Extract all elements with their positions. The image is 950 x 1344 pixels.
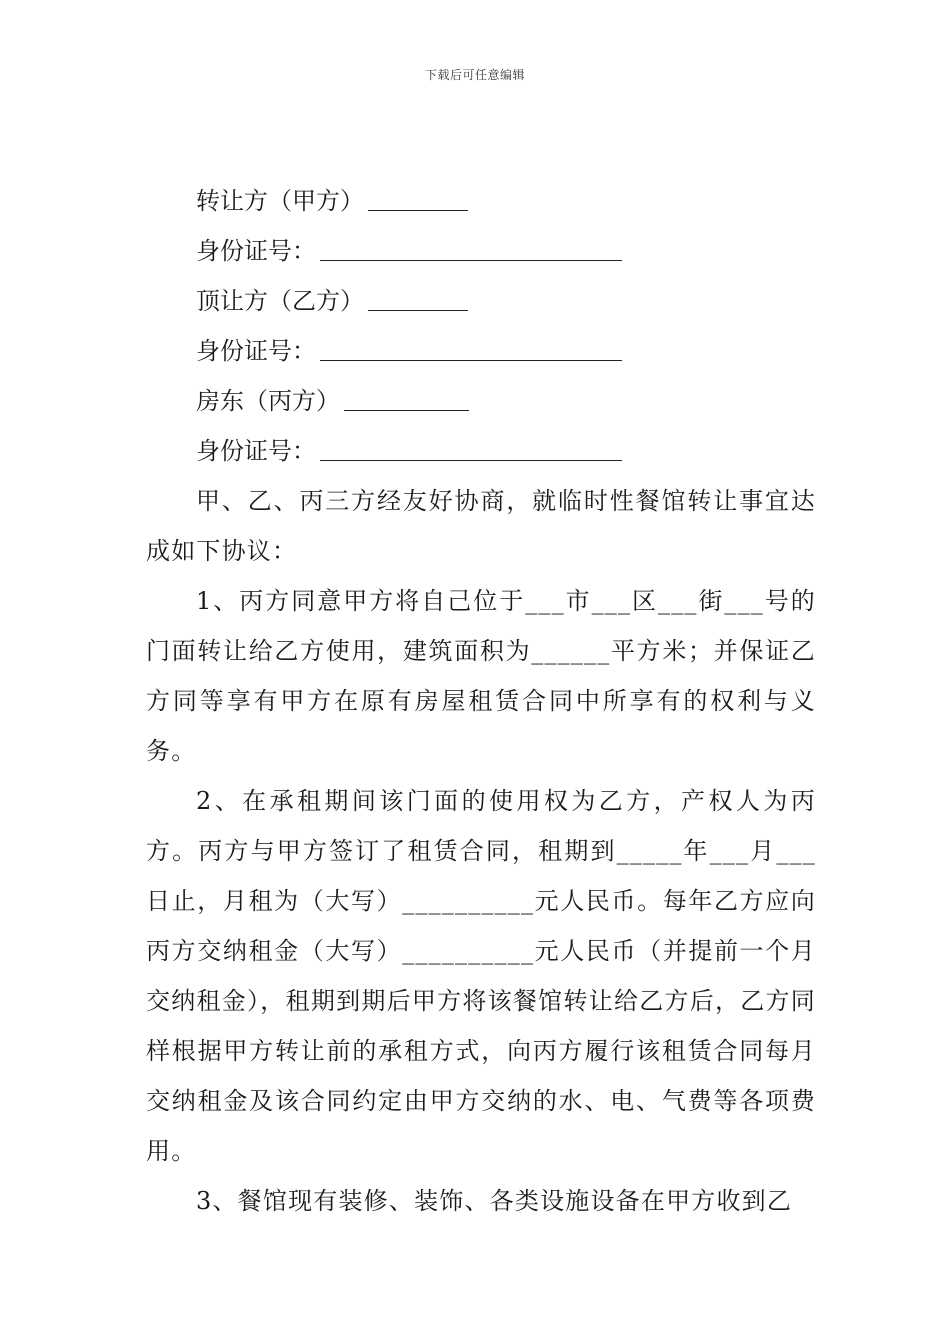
transferee-id-label: 身份证号： [196,337,316,365]
transferor-field [146,176,816,226]
transferee-id-field [146,326,816,376]
transferor-id-field [146,226,816,276]
header-note: 下载后可任意编辑 [424,68,525,82]
landlord-blank[interactable] [344,380,469,411]
landlord-label: 房东（丙方） [196,387,340,415]
landlord-id-label: 身份证号： [196,437,316,465]
transferee-label: 顶让方（乙方） [196,287,364,315]
transferor-id-blank[interactable] [320,230,622,261]
clause-3-paragraph: 3、餐馆现有装修、装饰、各类设施设备在甲方收到乙 [196,1187,793,1215]
transferor-blank[interactable] [368,180,468,211]
transferee-id-blank[interactable] [320,330,622,361]
agreement-document [146,176,816,1226]
clause-1-paragraph: 1、丙方同意甲方将自己位于___市___区___街___号的门面转让给乙方使用，建筑面积为______平方米；并保证乙方同等享有甲方在原有房屋租赁合同中所享有的权利与义务。 [146,587,816,765]
clause-2-paragraph: 2、在承租期间该门面的使用权为乙方，产权人为丙方。丙方与甲方签订了租赁合同，租期到_____年___月___日止，月租为（大写）__________元人民币。每年乙方应向丙方交纳租金（大写）__________元人民币（并提前一个月交纳租金），租期到期后甲方将该餐馆转让给乙方后，乙方同样根据甲方转让前的承租方式，向丙方履行该租赁合同每月交纳租金及该合同约定由甲方交纳的水、电、气费等各项费用。 [146,787,816,1165]
transferor-id-label: 身份证号： [196,237,316,265]
transferee-field [146,276,816,326]
transferor-label: 转让方（甲方） [196,187,364,215]
intro-paragraph: 甲、乙、丙三方经友好协商，就临时性餐馆转让事宜达成如下协议： [146,487,816,565]
landlord-id-blank[interactable] [320,430,622,461]
transferee-blank[interactable] [368,280,468,311]
landlord-field [146,376,816,426]
landlord-id-field [146,426,816,476]
